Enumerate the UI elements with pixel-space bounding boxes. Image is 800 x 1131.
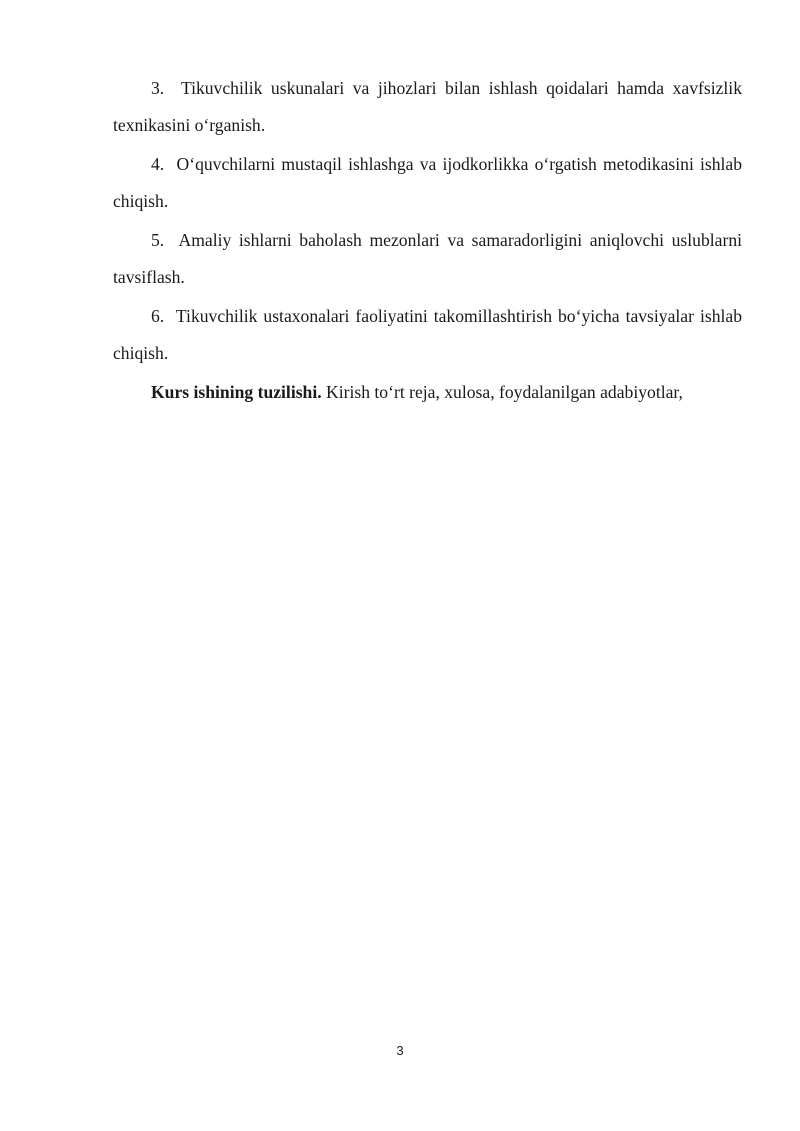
structure-heading: Kurs ishining tuzilishi.	[151, 382, 322, 402]
document-body	[113, 70, 742, 413]
list-item-text: Tikuvchilik ustaxonalari faoliyatini takomillashtirish bo‘yicha tavsiyalar ishlab chiqish.	[113, 306, 742, 363]
list-item-number: 3.	[151, 78, 165, 98]
structure-paragraph	[113, 374, 742, 411]
list-item-5	[113, 222, 742, 296]
list-item-text: Amaliy ishlarni baholash mezonlari va samaradorligini aniqlovchi uslublarni tavsiflash.	[113, 230, 742, 287]
structure-text: Kirish to‘rt reja, xulosa, foydalanilgan adabiyotlar,	[326, 382, 683, 402]
list-item-number: 6.	[151, 306, 165, 326]
list-item-text: Tikuvchilik uskunalari va jihozlari bilan ishlash qoidalari hamda xavfsizlik texnikasini o‘rganish.	[113, 78, 742, 135]
list-item-4	[113, 146, 742, 220]
list-item-text: O‘quvchilarni mustaqil ishlashga va ijodkorlikka o‘rgatish metodikasini ishlab chiqish.	[113, 154, 743, 211]
page-number: 3	[396, 1043, 404, 1058]
list-item-3	[113, 70, 742, 144]
list-item-6	[113, 298, 742, 372]
list-item-number: 4.	[151, 154, 165, 174]
list-item-number: 5.	[151, 230, 165, 250]
